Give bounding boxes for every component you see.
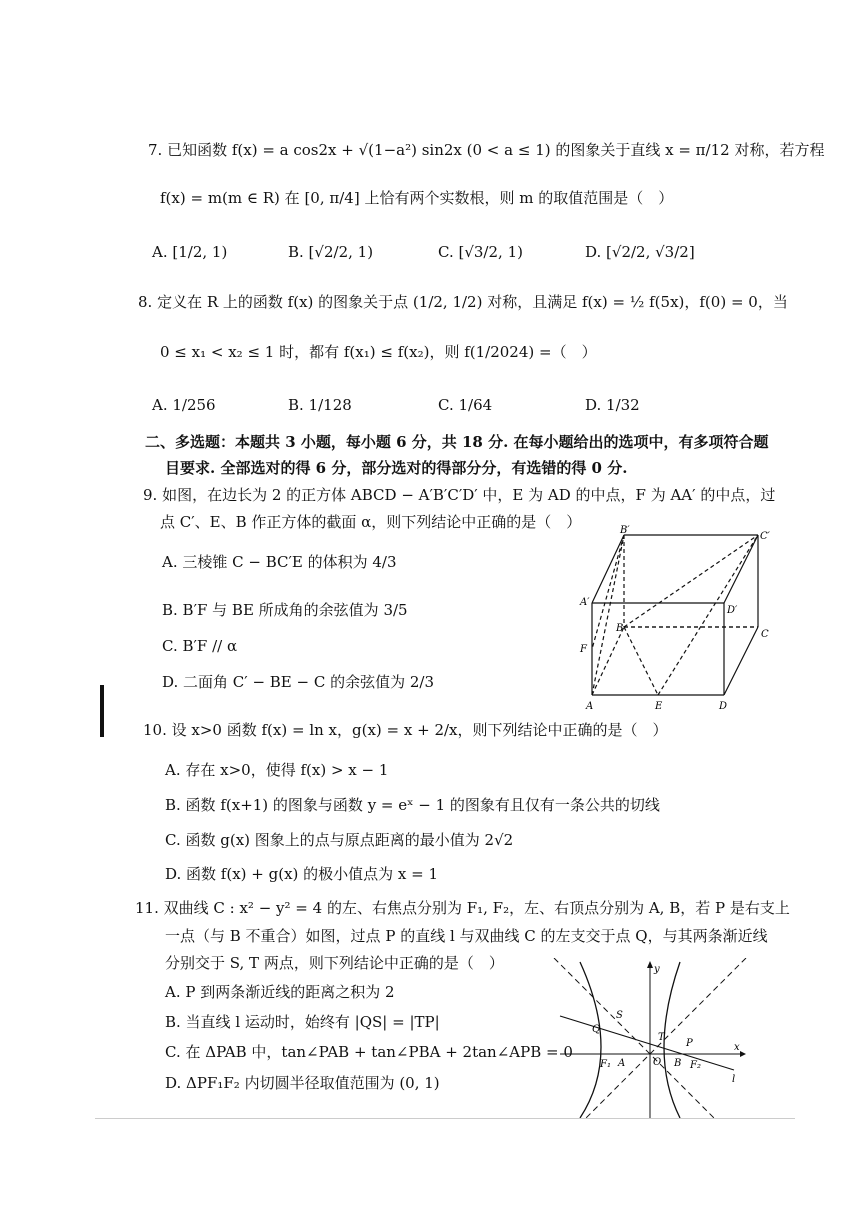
q11-option-d: D. ΔPF₁F₂ 内切圆半径取值范围为 (0, 1) <box>165 1074 440 1092</box>
hyp-label-l: l <box>732 1074 736 1085</box>
hyp-label-b: B <box>674 1058 682 1069</box>
hyp-label-y: y <box>654 964 660 975</box>
q9-line1: 9. 如图，在边长为 2 的正方体 ABCD − A′B′C′D′ 中，E 为 AD 的中点，F 为 AA′ 的中点，过 <box>143 486 776 504</box>
cube-edge-d1c1 <box>724 535 758 603</box>
q9-option-d: D. 二面角 C′ − BE − C 的余弦值为 2/3 <box>162 673 435 691</box>
section-line-ec1 <box>658 535 758 695</box>
hyp-label-p: P <box>686 1038 693 1049</box>
asymptote-2 <box>586 958 746 1118</box>
q11-line3: 分别交于 S, T 两点，则下列结论中正确的是（ ） <box>165 954 504 972</box>
q8-line1: 8. 定义在 R 上的函数 f(x) 的图象关于点 (1/2, 1/2) 对称，且满足 f(x) = ½ f(5x)，f(0) = 0，当 <box>138 293 788 311</box>
hyp-label-f1: F₁ <box>600 1059 611 1070</box>
hyp-label-t: T <box>658 1032 665 1043</box>
q9-option-b: B. B′F 与 BE 所成角的余弦值为 3/5 <box>162 601 408 619</box>
cube-figure <box>578 525 778 715</box>
hyp-label-x: x <box>734 1042 740 1053</box>
hyperbola-figure <box>550 958 750 1120</box>
q7-option-d: D. [√2/2, √3/2] <box>585 243 695 261</box>
cube-label-f: F <box>580 644 587 655</box>
q7-option-c: C. [√3/2, 1) <box>438 243 523 261</box>
q9-option-a: A. 三棱锥 C − BC′E 的体积为 4/3 <box>162 553 397 571</box>
cube-label-b: B <box>616 623 624 634</box>
q8-option-d: D. 1/32 <box>585 396 640 414</box>
hyp-label-s: S <box>616 1010 623 1021</box>
q11-option-b: B. 当直线 l 运动时，始终有 |QS| = |TP| <box>165 1013 440 1031</box>
cube-label-d1: D′ <box>727 605 738 616</box>
q8-option-c: C. 1/64 <box>438 396 493 414</box>
right-branch <box>664 962 680 1118</box>
q10-option-a: A. 存在 x>0，使得 f(x) > x − 1 <box>165 761 389 779</box>
cube-label-a1: A′ <box>580 597 590 608</box>
scan-mark <box>100 685 104 737</box>
q10-line1: 10. 设 x>0 函数 f(x) = ln x，g(x) = x + 2/x，则下列结论中正确的是（ ） <box>143 721 668 739</box>
section-line-bc1 <box>624 535 758 627</box>
left-branch <box>580 962 601 1118</box>
hyp-label-o: O <box>653 1057 662 1068</box>
diag-ab1 <box>592 535 624 695</box>
q7-option-b: B. [√2/2, 1) <box>288 243 374 261</box>
q8-line2: 0 ≤ x₁ < x₂ ≤ 1 时，都有 f(x₁) ≤ f(x₂)，则 f(1/2024) =（ ） <box>160 343 597 361</box>
hyp-label-f2: F₂ <box>690 1060 701 1071</box>
q10-option-b: B. 函数 f(x+1) 的图象与函数 y = eˣ − 1 的图象有且仅有一条公共的切线 <box>165 796 660 814</box>
section2-line1: 二、多选题：本题共 3 小题，每小题 6 分，共 18 分. 在每小题给出的选项中，有多项符合题 <box>145 433 769 451</box>
q11-option-a: A. P 到两条渐近线的距离之积为 2 <box>165 983 395 1001</box>
y-axis-arrow <box>647 961 653 968</box>
q10-option-c: C. 函数 g(x) 图象上的点与原点距离的最小值为 2√2 <box>165 831 514 849</box>
cube-label-c1: C′ <box>760 531 770 542</box>
hyp-label-a: A <box>618 1058 626 1069</box>
q9-line2: 点 C′、E、B 作正方体的截面 α，则下列结论中正确的是（ ） <box>160 513 582 531</box>
q11-line1: 11. 双曲线 C : x² − y² = 4 的左、右焦点分别为 F₁, F₂，左、右顶点分别为 A, B，若 P 是右支上 <box>135 899 790 917</box>
section2-line2: 目要求. 全部选对的得 6 分，部分选对的得部分分，有选错的得 0 分. <box>165 459 628 477</box>
q10-option-d: D. 函数 f(x) + g(x) 的极小值点为 x = 1 <box>165 865 439 883</box>
q7-option-a: A. [1/2, 1) <box>152 243 228 261</box>
line-l <box>560 1016 734 1070</box>
cube-label-d: D <box>719 701 728 712</box>
q11-line2: 一点（与 B 不重合）如图，过点 P 的直线 l 与双曲线 C 的左支交于点 Q，与其两条渐近线 <box>165 927 768 945</box>
q8-option-b: B. 1/128 <box>288 396 352 414</box>
page-bottom-rule <box>95 1118 795 1119</box>
q8-option-a: A. 1/256 <box>152 396 216 414</box>
q11-option-c: C. 在 ΔPAB 中，tan∠PAB + tan∠PBA + 2tan∠APB = 0 <box>165 1043 573 1061</box>
cube-edge-ab <box>592 627 624 695</box>
cube-label-e: E <box>655 701 663 712</box>
cube-label-b1: B′ <box>620 525 630 536</box>
section-line-be <box>624 627 658 695</box>
x-axis-arrow <box>740 1051 746 1057</box>
q7-line2: f(x) = m(m ∈ R) 在 [0, π/4] 上恰有两个实数根，则 m 的取值范围是（ ） <box>160 189 674 207</box>
q9-option-c: C. B′F // α <box>162 637 238 655</box>
hyp-label-q: Q <box>592 1024 601 1035</box>
cube-edge-dc <box>724 627 758 695</box>
q7-line1: 7. 已知函数 f(x) = a cos2x + √(1−a²) sin2x (0 < a ≤ 1) 的图象关于直线 x = π/12 对称，若方程 <box>148 141 825 159</box>
cube-label-c: C <box>761 629 769 640</box>
cube-label-a: A <box>586 701 594 712</box>
